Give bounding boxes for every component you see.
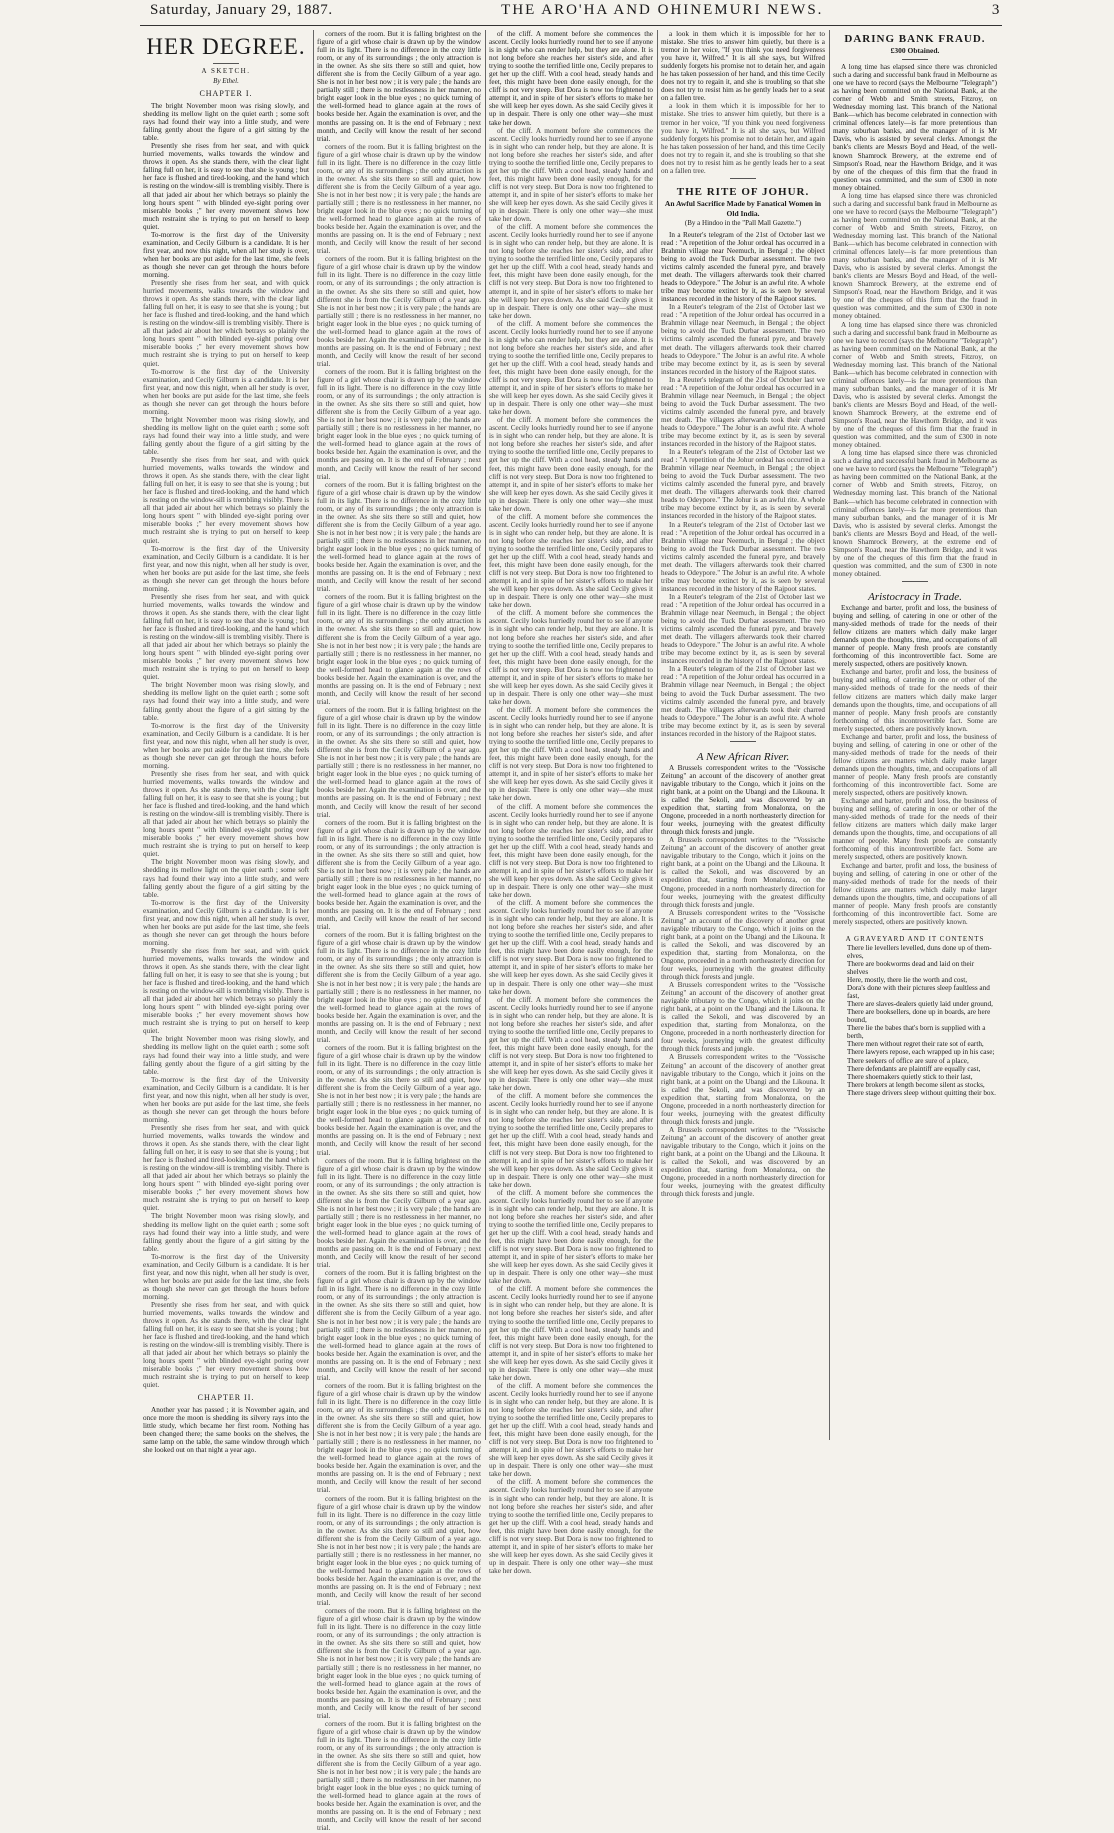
article-paragraph: In a Reuter's telegram of the 21st of October last we read : "A repetition of the Johur ordeal has occurred in a Brahmin village near Neemuch, in Bengal ; the object being to avoid the Tuck Durbar assessment. The two victims calmly ascended the funeral pyre, and bravely met death. The villagers afterwards took their charred heads to Odeypore." The Johur is an awful rite. A whole tribe may become extinct by it, as is seen by several instances recorded in the history of the Rajpoot states. <box>661 520 825 593</box>
column-3 <box>489 30 653 1575</box>
masthead <box>150 2 1000 24</box>
story-paragraph: corners of the room. But it is falling brightest on the figure of a girl whose chair is drawn up by the window full in its light. There is no difference in the cozy little room, or any of its surroundings ; the only attraction is in the owner. As she sits there so still and quiet, how different she is from the Cecily Gilburn of a year ago. She is not in her best now ; it is very pale ; the hands are partially still ; there is no restlessness in her manner, no bright eager look in the blue eyes ; no quick turning of the well-formed head to glance again at the rows of books beside her. Again the examination is over, and the months are passing on. It is the end of February ; next month, and Cecily will know the result of her second trial. <box>317 30 481 143</box>
article-paragraph: In a Reuter's telegram of the 21st of October last we read : "A repetition of the Johur ordeal has occurred in a Brahmin village near Neemuch, in Bengal ; the object being to avoid the Tuck Durbar assessment. The two victims calmly ascended the funeral pyre, and bravely met death. The villagers afterwards took their charred heads to Odeypore." The Johur is an awful rite. A whole tribe may become extinct by it, as is seen by several instances recorded in the history of the Rajpoot states. <box>661 592 825 666</box>
article-subtitle-johur: An Awful Sacrifice Made by Fanatical Women in Old India. <box>664 198 822 218</box>
article-paragraph: Exchange and barter, profit and loss, the business of buying and selling, of catering in one or other of the many-sided methods of trade for the needs of their fellow citizens are matters which daily make larger demands upon the thoughts, time, and occupations of all manner of people. Many fresh proofs are constantly forthcoming of this incontrovertible fact. Some are merely suspected, others are positively known. <box>833 861 997 926</box>
story-paragraph: corners of the room. But it is falling brightest on the figure of a girl whose chair is drawn up by the window full in its light. There is no difference in the cozy little room, or any of its surroundings ; the only attraction is in the owner. As she sits there so still and quiet, how different she is from the Cecily Gilburn of a year ago. She is not in her best now ; it is very pale ; the hands are partially still ; there is no restlessness in her manner, no bright eager look in the blue eyes ; no quick turning of the well-formed head to glance again at the rows of books beside her. Again the examination is over, and the months are passing on. It is the end of February ; next month, and Cecily will know the result of her second trial. <box>317 1269 481 1382</box>
story-paragraph: of the cliff. A moment before she commences the ascent. Cecily looks hurriedly round her to see if anyone is in sight who can render help, but they are alone. It is not long before she reaches her sister's side, and after trying to soothe the terrified little one, Cecily prepares to get her up the cliff. With a cool head, steady hands and feet, this might have been done easily enough, for the cliff is not very steep. But Dora is now too frightened to attempt it, and in spite of her sister's efforts to make her she will keep her eyes down. As she said Cecily gives it up in despair. There is only one other way—she must take her down. <box>489 802 653 900</box>
article-paragraph: In a Reuter's telegram of the 21st of October last we read : "A repetition of the Johur ordeal has occurred in a Brahmin village near Neemuch, in Bengal ; the object being to avoid the Tuck Durbar assessment. The two victims calmly ascended the funeral pyre, and bravely met death. The villagers afterwards took their charred heads to Odeypore." The Johur is an awful rite. A whole tribe may become extinct by it, as is seen by several instances recorded in the history of the Rajpoot states. <box>661 375 825 449</box>
story-paragraph: of the cliff. A moment before she commences the ascent. Cecily looks hurriedly round her to see if anyone is in sight who can render help, but they are alone. It is not long before she reaches her sister's side, and after trying to soothe the terrified little one, Cecily prepares to get her up the cliff. With a cool head, steady hands and feet, this might have been done easily enough, for the cliff is not very steep. But Dora is now too frightened to attempt it, and in spite of her sister's efforts to make her she will keep her eyes down. As she said Cecily gives it up in despair. There is only one other way—she must take her down. <box>489 416 653 513</box>
article-title-bank-fraud: DARING BANK FRAUD. <box>844 33 986 45</box>
column-divider <box>485 30 486 1440</box>
poem-line: Dora's done with their pictures sleep faultless and fast, <box>847 984 990 1001</box>
story-paragraph: corners of the room. But it is falling brightest on the figure of a girl whose chair is drawn up by the window full in its light. There is no difference in the cozy little room, or any of its surroundings ; the only attraction is in the owner. As she sits there so still and quiet, how different she is from the Cecily Gilburn of a year ago. She is not in her best now ; it is very pale ; the hands are partially still ; there is no restlessness in her manner, no bright eager look in the blue eyes ; no quick turning of the well-formed head to glance again at the rows of books beside her. Again the examination is over, and the months are passing on. It is the end of February ; next month, and Cecily will know the result of her second trial. <box>317 818 481 932</box>
poem-line: There shoemakers quietly stick to their last, <box>847 1072 973 1081</box>
article-attribution-johur: (By a Hindoo in the "Pall Mall Gazette.") <box>684 218 802 227</box>
story-paragraph: Presently she rises from her seat, and with quick hurried movements, walks towards the window and throws it open. As she stands there, with the clear light falling full on her, it is easy to see that she is young ; but her face is flushed and tired-looking, and the hand which is resting on the window-sill is trembling visibly. There is all that jaded air about her which betrays so plainly the long hours spent " with blinded eye-sight poring over miserable books ;" her every movement shows how much restraint she is trying to put on herself to keep quiet. <box>143 946 309 1036</box>
story-paragraph: corners of the room. But it is falling brightest on the figure of a girl whose chair is drawn up by the window full in its light. There is no difference in the cozy little room, or any of its surroundings ; the only attraction is in the owner. As she sits there so still and quiet, how different she is from the Cecily Gilburn of a year ago. She is not in her best now ; it is very pale ; the hands are partially still ; there is no restlessness in her manner, no bright eager look in the blue eyes ; no quick turning of the well-formed head to glance again at the rows of books beside her. Again the examination is over, and the months are passing on. It is the end of February ; next month, and Cecily will know the result of her second trial. <box>317 1043 481 1157</box>
column-2 <box>317 30 481 1833</box>
story-paragraph: of the cliff. A moment before she commences the ascent. Cecily looks hurriedly round her to see if anyone is in sight who can render help, but they are alone. It is not long before she reaches her sister's side, and after trying to soothe the terrified little one, Cecily prepares to get her up the cliff. With a cool head, steady hands and feet, this might have been done easily enough, for the cliff is not very steep. But Dora is now too frightened to attempt it, and in spite of her sister's efforts to make her she will keep her eyes down. As she said Cecily gives it up in despair. There is only one other way—she must take her down. <box>489 995 653 1093</box>
article-paragraph: A Brussels correspondent writes to the "Vossische Zeitung" an account of the discovery of another great navigable tributary to the Congo, which it joins on the right bank, at a point on the Ubangi and the Likouna. It is called the Sekoli, and was discovered by an expedition that, starting from Monalonza, on the Ongone, proceeded in a north northeasterly direction for four weeks, journeying with the greatest difficulty through thick forests and jungle. <box>661 908 825 982</box>
poem-line: There are slaves-dealers quietly laid under ground, <box>847 1000 993 1009</box>
article-separator <box>902 59 928 60</box>
article-paragraph: Exchange and barter, profit and loss, the business of buying and selling, of catering in one or other of the many-sided methods of trade for the needs of their fellow citizens are matters which daily make larger demands upon the thoughts, time, and occupations of all manner of people. Many fresh proofs are constantly forthcoming of this incontrovertible fact. Some are merely suspected, others are positively known. <box>833 732 997 798</box>
poem-line: There brokers at length become silent as stocks, <box>847 1080 985 1089</box>
story-paragraph: corners of the room. But it is falling brightest on the figure of a girl whose chair is drawn up by the window full in its light. There is no difference in the cozy little room, or any of its surroundings ; the only attraction is in the owner. As she sits there so still and quiet, how different she is from the Cecily Gilburn of a year ago. She is not in her best now ; it is very pale ; the hands are partially still ; there is no restlessness in her manner, no bright eager look in the blue eyes ; no quick turning of the well-formed head to glance again at the rows of books beside her. Again the examination is over, and the months are passing on. It is the end of February ; next month, and Cecily will know the result of her second trial. <box>317 142 481 256</box>
column-divider <box>829 30 830 1440</box>
story-paragraph: of the cliff. A moment before she commences the ascent. Cecily looks hurriedly round her to see if anyone is in sight who can render help, but they are alone. It is not long before she reaches her sister's side, and after trying to soothe the terrified little one, Cecily prepares to get her up the cliff. With a cool head, steady hands and feet, this might have been done easily enough, for the cliff is not very steep. But Dora is now too frightened to attempt it, and in spite of her sister's efforts to make her she will keep her eyes down. As she said Cecily gives it up in despair. There is only one other way—she must take her down. <box>489 1381 653 1479</box>
poem-title: A GRAVEYARD AND IT CONTENTS <box>845 934 985 943</box>
chapter-heading: CHAPTER I. <box>199 89 253 98</box>
article-subtitle-bank-fraud: £300 Obtained. <box>890 46 940 55</box>
story-paragraph: Another year has passed ; it is November again, and once more the moon is shedding its silvery rays into the little study, which became her first room. Nothing has been changed there; the same books on the shelves, the same lamp on the table, the same window through which she looked out on that night a year ago. <box>143 1405 309 1454</box>
article-paragraph: Exchange and barter, profit and loss, the business of buying and selling, of catering in one or other of the many-sided methods of trade for the needs of their fellow citizens are matters which daily make larger demands upon the thoughts, time, and occupations of all manner of people. Many fresh proofs are constantly forthcoming of this incontrovertible fact. Some are merely suspected, others are positively known. <box>833 604 997 669</box>
story-paragraph: corners of the room. But it is falling brightest on the figure of a girl whose chair is drawn up by the window full in its light. There is no difference in the cozy little room, or any of its surroundings ; the only attraction is in the owner. As she sits there so still and quiet, how different she is from the Cecily Gilburn of a year ago. She is not in her best now ; it is very pale ; the hands are partially still ; there is no restlessness in her manner, no bright eager look in the blue eyes ; no quick turning of the well-formed head to glance again at the rows of books beside her. Again the examination is over, and the months are passing on. It is the end of February ; next month, and Cecily will know the result of her second trial. <box>317 1381 481 1495</box>
story-paragraph: To-morrow is the first day of the University examination, and Cecily Gilburn is a candidate. It is her first year, and now this night, when all her study is over, when her books are put aside for the last time, she feels as though she never can get through the hours before morning. <box>143 1252 309 1301</box>
title-rule <box>213 63 239 64</box>
story-paragraph: The bright November moon was rising slowly, and shedding its mellow light on the quiet earth ; some soft rays had found their way into a little study, and were falling gently about the figure of a girl sitting by the table. <box>143 858 309 899</box>
article-paragraph: A Brussels correspondent writes to the "Vossische Zeitung" an account of the discovery of another great navigable tributary to the Congo, which it joins on the right bank, at a point on the Ubangi and the Likouna. It is called the Sekoli, and was discovered by an expedition that, starting from Monalonza, on the Ongone, proceeded in a north northeasterly direction for four weeks, journeying with the greatest difficulty through thick forests and jungle. <box>661 1125 825 1199</box>
story-paragraph: of the cliff. A moment before she commences the ascent. Cecily looks hurriedly round her to see if anyone is in sight who can render help, but they are alone. It is not long before she reaches her sister's side, and after trying to soothe the terrified little one, Cecily prepares to get her up the cliff. With a cool head, steady hands and feet, this might have been done easily enough, for the cliff is not very steep. But Dora is now too frightened to attempt it, and in spite of her sister's efforts to make her she will keep her eyes down. As she said Cecily gives it up in despair. There is only one other way—she must take her down. <box>489 1188 653 1286</box>
masthead-rule <box>140 25 1002 26</box>
story-paragraph: corners of the room. But it is falling brightest on the figure of a girl whose chair is drawn up by the window full in its light. There is no difference in the cozy little room, or any of its surroundings ; the only attraction is in the owner. As she sits there so still and quiet, how different she is from the Cecily Gilburn of a year ago. She is not in her best now ; it is very pale ; the hands are partially still ; there is no restlessness in her manner, no bright eager look in the blue eyes ; no quick turning of the well-formed head to glance again at the rows of books beside her. Again the examination is over, and the months are passing on. It is the end of February ; next month, and Cecily will know the result of her second trial. <box>317 367 481 481</box>
article-paragraph: A Brussels correspondent writes to the "Vossische Zeitung" an account of the discovery of another great navigable tributary to the Congo, which it joins on the right bank, at a point on the Ubangi and the Likouna. It is called the Sekoli, and was discovered by an expedition that, starting from Monalonza, on the Ongone, proceeded in a north northeasterly direction for four weeks, journeying with the greatest difficulty through thick forests and jungle. <box>661 981 825 1054</box>
article-title-johur: THE RITE OF JOHUR. <box>676 185 810 198</box>
article-paragraph: A Brussels correspondent writes to the "Vossische Zeitung" an account of the discovery of another great navigable tributary to the Congo, which it joins on the right bank, at a point on the Ubangi and the Likouna. It is called the Sekoli, and was discovered by an expedition that, starting from Monalonza, on the Ongone, proceeded in a north northeasterly direction for four weeks, journeying with the greatest difficulty through thick forests and jungle. <box>661 836 825 909</box>
story-title: HER DEGREE. <box>146 34 306 59</box>
story-paragraph: corners of the room. But it is falling brightest on the figure of a girl whose chair is drawn up by the window full in its light. There is no difference in the cozy little room, or any of its surroundings ; the only attraction is in the owner. As she sits there so still and quiet, how different she is from the Cecily Gilburn of a year ago. She is not in her best now ; it is very pale ; the hands are partially still ; there is no restlessness in her manner, no bright eager look in the blue eyes ; no quick turning of the well-formed head to glance again at the rows of books beside her. Again the examination is over, and the months are passing on. It is the end of February ; next month, and Cecily will know the result of her second trial. <box>317 593 481 706</box>
story-paragraph: of the cliff. A moment before she commences the ascent. Cecily looks hurriedly round her to see if anyone is in sight who can render help, but they are alone. It is not long before she reaches her sister's side, and after trying to soothe the terrified little one, Cecily prepares to get her up the cliff. With a cool head, steady hands and feet, this might have been done easily enough, for the cliff is not very steep. But Dora is now too frightened to attempt it, and in spite of her sister's efforts to make her she will keep her eyes down. As she said Cecily gives it up in despair. There is only one other way—she must take her down. <box>489 30 653 127</box>
column-1 <box>143 30 309 1454</box>
story-paragraph: of the cliff. A moment before she commences the ascent. Cecily looks hurriedly round her to see if anyone is in sight who can render help, but they are alone. It is not long before she reaches her sister's side, and after trying to soothe the terrified little one, Cecily prepares to get her up the cliff. With a cool head, steady hands and feet, this might have been done easily enough, for the cliff is not very steep. But Dora is now too frightened to attempt it, and in spite of her sister's efforts to make her she will keep her eyes down. As she said Cecily gives it up in despair. There is only one other way—she must take her down. <box>489 512 653 610</box>
story-paragraph: Presently she rises from her seat, and with quick hurried movements, walks towards the window and throws it open. As she stands there, with the clear light falling full on her, it is easy to see that she is young ; but her face is flushed and tired-looking, and the hand which is resting on the window-sill is trembling visibly. There is all that jaded air about her which betrays so plainly the long hours spent " with blinded eye-sight poring over miserable books ;" her every movement shows how much restraint she is trying to put on herself to keep quiet. <box>143 1300 309 1390</box>
story-paragraph: To-morrow is the first day of the University examination, and Cecily Gilburn is a candidate. It is her first year, and now this night, when all her study is over, when her books are put aside for the last time, she feels as though she never can get through the hours before morning. <box>143 230 309 279</box>
column-divider <box>313 30 314 1440</box>
poem-line: There stage drivers sleep without quitting their box. <box>847 1088 996 1097</box>
story-paragraph: corners of the room. But it is falling brightest on the figure of a girl whose chair is drawn up by the window full in its light. There is no difference in the cozy little room, or any of its surroundings ; the only attraction is in the owner. As she sits there so still and quiet, how different she is from the Cecily Gilburn of a year ago. She is not in her best now ; it is very pale ; the hands are partially still ; there is no restlessness in her manner, no bright eager look in the blue eyes ; no quick turning of the well-formed head to glance again at the rows of books beside her. Again the examination is over, and the months are passing on. It is the end of February ; next month, and Cecily will know the result of her second trial. <box>317 480 481 594</box>
article-paragraph: Exchange and barter, profit and loss, the business of buying and selling, of catering in one or other of the many-sided methods of trade for the needs of their fellow citizens are matters which daily make larger demands upon the thoughts, time, and occupations of all manner of people. Many fresh proofs are constantly forthcoming of this incontrovertible fact. Some are merely suspected, others are positively known. <box>833 668 997 733</box>
story-paragraph: of the cliff. A moment before she commences the ascent. Cecily looks hurriedly round her to see if anyone is in sight who can render help, but they are alone. It is not long before she reaches her sister's side, and after trying to soothe the terrified little one, Cecily prepares to get her up the cliff. With a cool head, steady hands and feet, this might have been done easily enough, for the cliff is not very steep. But Dora is now too frightened to attempt it, and in spite of her sister's efforts to make her she will keep her eyes down. As she said Cecily gives it up in despair. There is only one other way—she must take her down. <box>489 899 653 996</box>
article-paragraph: In a Reuter's telegram of the 21st of October last we read : "A repetition of the Johur ordeal has occurred in a Brahmin village near Neemuch, in Bengal ; the object being to avoid the Tuck Durbar assessment. The two victims calmly ascended the funeral pyre, and bravely met death. The villagers afterwards took their charred heads to Odeypore." The Johur is an awful rite. A whole tribe may become extinct by it, as is seen by several instances recorded in the history of the Rajpoot states. <box>661 303 825 376</box>
story-subtitle: A SKETCH. <box>201 67 251 75</box>
story-paragraph: corners of the room. But it is falling brightest on the figure of a girl whose chair is drawn up by the window full in its light. There is no difference in the cozy little room, or any of its surroundings ; the only attraction is in the owner. As she sits there so still and quiet, how different she is from the Cecily Gilburn of a year ago. She is not in her best now ; it is very pale ; the hands are partially still ; there is no restlessness in her manner, no bright eager look in the blue eyes ; no quick turning of the well-formed head to glance again at the rows of books beside her. Again the examination is over, and the months are passing on. It is the end of February ; next month, and Cecily will know the result of her second trial. <box>317 255 481 368</box>
story-paragraph: corners of the room. But it is falling brightest on the figure of a girl whose chair is drawn up by the window full in its light. There is no difference in the cozy little room, or any of its surroundings ; the only attraction is in the owner. As she sits there so still and quiet, how different she is from the Cecily Gilburn of a year ago. She is not in her best now ; it is very pale ; the hands are partially still ; there is no restlessness in her manner, no bright eager look in the blue eyes ; no quick turning of the well-formed head to glance again at the rows of books beside her. Again the examination is over, and the months are passing on. It is the end of February ; next month, and Cecily will know the result of her second trial. <box>317 1494 481 1608</box>
poem-line: There men without regret their rate sot of earth, <box>847 1040 984 1049</box>
article-paragraph: A long time has elapsed since there was chronicled such a daring and successful bank fraud in Melbourne as one we have to record (says the Melbourne "Telegraph") as having been committed on the National Bank, at the corner of Webb and Smith streets, Fitzroy, on Wednesday morning last. This branch of the National Bank—which has become celebrated in connection with criminal offences lately—is far more pretentious than many suburban banks, and the manager of it is Mr Davis, who is assisted by several clerks. Amongst the bank's clients are Messrs Boyd and Head, of the well-known Shamrock Brewery, at the extreme end of Simpson's Road, near the Hawthorn Bridge, and it was by one of the cheques of this firm that the fraud in question was committed, and the sum of £300 in note money obtained. <box>833 63 997 192</box>
story-paragraph: The bright November moon was rising slowly, and shedding its mellow light on the quiet earth ; some soft rays had found their way into a little study, and were falling gently about the figure of a girl sitting by the table. <box>143 681 309 722</box>
story-paragraph: Presently she rises from her seat, and with quick hurried movements, walks towards the window and throws it open. As she stands there, with the clear light falling full on her, it is easy to see that she is young ; but her face is flushed and tired-looking, and the hand which is resting on the window-sill is trembling visibly. There is all that jaded air about her which betrays so plainly the long hours spent " with blinded eye-sight poring over miserable books ;" her every movement shows how much restraint she is trying to put on herself to keep quiet. <box>143 142 309 231</box>
chapter-heading: CHAPTER II. <box>197 1392 255 1402</box>
story-paragraph: Presently she rises from her seat, and with quick hurried movements, walks towards the window and throws it open. As she stands there, with the clear light falling full on her, it is easy to see that she is young ; but her face is flushed and tired-looking, and the hand which is resting on the window-sill is trembling visibly. There is all that jaded air about her which betrays so plainly the long hours spent " with blinded eye-sight poring over miserable books ;" her every movement shows how much restraint she is trying to put on herself to keep quiet. <box>143 592 309 682</box>
story-paragraph: corners of the room. But it is falling brightest on the figure of a girl whose chair is drawn up by the window full in its light. There is no difference in the cozy little room, or any of its surroundings ; the only attraction is in the owner. As she sits there so still and quiet, how different she is from the Cecily Gilburn of a year ago. She is not in her best now ; it is very pale ; the hands are partially still ; there is no restlessness in her manner, no bright eager look in the blue eyes ; no quick turning of the well-formed head to glance again at the rows of books beside her. Again the examination is over, and the months are passing on. It is the end of February ; next month, and Cecily will know the result of her second trial. <box>317 1719 481 1833</box>
article-separator <box>730 178 756 179</box>
column-divider <box>657 30 658 1440</box>
story-paragraph: a look in them which it is impossible for her to mistake. She tries to answer him quietly, but there is a tremor in her voice, "If you think you need forgiveness you have it, Wilfred." It is all she says, but Wilfred suddenly forgets his promise not to detain her, and again he has taken possession of her hand, and this time Cecily does not try to regain it, and she is troubling so that she does not try to resist him as he gently leads her to a seat on a fallen tree. <box>661 102 825 175</box>
story-paragraph: of the cliff. A moment before she commences the ascent. Cecily looks hurriedly round her to see if anyone is in sight who can render help, but they are alone. It is not long before she reaches her sister's side, and after trying to soothe the terrified little one, Cecily prepares to get her up the cliff. With a cool head, steady hands and feet, this might have been done easily enough, for the cliff is not very steep. But Dora is now too frightened to attempt it, and in spite of her sister's efforts to make her she will keep her eyes down. As she said Cecily gives it up in despair. There is only one other way—she must take her down. <box>489 1092 653 1189</box>
story-paragraph: of the cliff. A moment before she commences the ascent. Cecily looks hurriedly round her to see if anyone is in sight who can render help, but they are alone. It is not long before she reaches her sister's side, and after trying to soothe the terrified little one, Cecily prepares to get her up the cliff. With a cool head, steady hands and feet, this might have been done easily enough, for the cliff is not very steep. But Dora is now too frightened to attempt it, and in spite of her sister's efforts to make her she will keep her eyes down. As she said Cecily gives it up in despair. There is only one other way—she must take her down. <box>489 223 653 320</box>
story-paragraph: of the cliff. A moment before she commences the ascent. Cecily looks hurriedly round her to see if anyone is in sight who can render help, but they are alone. It is not long before she reaches her sister's side, and after trying to soothe the terrified little one, Cecily prepares to get her up the cliff. With a cool head, steady hands and feet, this might have been done easily enough, for the cliff is not very steep. But Dora is now too frightened to attempt it, and in spite of her sister's efforts to make her she will keep her eyes down. As she said Cecily gives it up in despair. There is only one other way—she must take her down. <box>489 609 653 706</box>
masthead-title: THE ARO'HA AND OHINEMURI NEWS. <box>501 2 824 18</box>
article-paragraph: In a Reuter's telegram of the 21st of October last we read : "A repetition of the Johur ordeal has occurred in a Brahmin village near Neemuch, in Bengal ; the object being to avoid the Tuck Durbar assessment. The two victims calmly ascended the funeral pyre, and bravely met death. The villagers afterwards took their charred heads to Odeypore." The Johur is an awful rite. A whole tribe may become extinct by it, as is seen by several instances recorded in the history of the Rajpoot states. <box>661 665 825 738</box>
poem-line: There lie the babes that's born is supplied with a berth, <box>847 1024 986 1041</box>
story-paragraph: of the cliff. A moment before she commences the ascent. Cecily looks hurriedly round her to see if anyone is in sight who can render help, but they are alone. It is not long before she reaches her sister's side, and after trying to soothe the terrified little one, Cecily prepares to get her up the cliff. With a cool head, steady hands and feet, this might have been done easily enough, for the cliff is not very steep. But Dora is now too frightened to attempt it, and in spite of her sister's efforts to make her she will keep her eyes down. As she said Cecily gives it up in despair. There is only one other way—she must take her down. <box>489 705 653 803</box>
story-paragraph: of the cliff. A moment before she commences the ascent. Cecily looks hurriedly round her to see if anyone is in sight who can render help, but they are alone. It is not long before she reaches her sister's side, and after trying to soothe the terrified little one, Cecily prepares to get her up the cliff. With a cool head, steady hands and feet, this might have been done easily enough, for the cliff is not very steep. But Dora is now too frightened to attempt it, and in spite of her sister's efforts to make her she will keep her eyes down. As she said Cecily gives it up in despair. There is only one other way—she must take her down. <box>489 126 653 224</box>
story-paragraph: The bright November moon was rising slowly, and shedding its mellow light on the quiet earth ; some soft rays had found their way into a little study, and were falling gently about the figure of a girl sitting by the table. <box>143 415 309 457</box>
poem-line: Here, mostly, there lie the worth and cost, <box>847 976 968 985</box>
page-number: 3 <box>991 2 1000 18</box>
poem-body <box>833 944 997 1097</box>
story-paragraph: of the cliff. A moment before she commences the ascent. Cecily looks hurriedly round her to see if anyone is in sight who can render help, but they are alone. It is not long before she reaches her sister's side, and after trying to soothe the terrified little one, Cecily prepares to get her up the cliff. With a cool head, steady hands and feet, this might have been done easily enough, for the cliff is not very steep. But Dora is now too frightened to attempt it, and in spite of her sister's efforts to make her she will keep her eyes down. As she said Cecily gives it up in despair. There is only one other way—she must take her down. <box>489 319 653 417</box>
poem-line: There lawyers repose, each wrapped up in his case; <box>847 1048 995 1057</box>
article-paragraph: A Brussels correspondent writes to the "Vossische Zeitung" an account of the discovery of another great navigable tributary to the Congo, which it joins on the right bank, at a point on the Ubangi and the Likouna. It is called the Sekoli, and was discovered by an expedition that, starting from Monalonza, on the Ongone, proceeded in a north northeasterly direction for four weeks, journeying with the greatest difficulty through thick forests and jungle. <box>661 763 825 837</box>
story-paragraph: corners of the room. But it is falling brightest on the figure of a girl whose chair is drawn up by the window full in its light. There is no difference in the cozy little room, or any of its surroundings ; the only attraction is in the owner. As she sits there so still and quiet, how different she is from the Cecily Gilburn of a year ago. She is not in her best now ; it is very pale ; the hands are partially still ; there is no restlessness in her manner, no bright eager look in the blue eyes ; no quick turning of the well-formed head to glance again at the rows of books beside her. Again the examination is over, and the months are passing on. It is the end of February ; next month, and Cecily will know the result of her second trial. <box>317 705 481 819</box>
masthead-date: Saturday, January 29, 1887. <box>150 2 333 18</box>
story-paragraph: Presently she rises from her seat, and with quick hurried movements, walks towards the window and throws it open. As she stands there, with the clear light falling full on her, it is easy to see that she is young ; but her face is flushed and tired-looking, and the hand which is resting on the window-sill is trembling visibly. There is all that jaded air about her which betrays so plainly the long hours spent " with blinded eye-sight poring over miserable books ;" her every movement shows how much restraint she is trying to put on herself to keep quiet. <box>143 1123 309 1213</box>
story-paragraph: To-morrow is the first day of the University examination, and Cecily Gilburn is a candidate. It is her first year, and now this night, when all her study is over, when her books are put aside for the last time, she feels as though she never can get through the hours before morning. <box>143 721 309 770</box>
story-paragraph: of the cliff. A moment before she commences the ascent. Cecily looks hurriedly round her to see if anyone is in sight who can render help, but they are alone. It is not long before she reaches her sister's side, and after trying to soothe the terrified little one, Cecily prepares to get her up the cliff. With a cool head, steady hands and feet, this might have been done easily enough, for the cliff is not very steep. But Dora is now too frightened to attempt it, and in spite of her sister's efforts to make her she will keep her eyes down. As she said Cecily gives it up in despair. There is only one other way—she must take her down. <box>489 1478 653 1575</box>
story-paragraph: The bright November moon was rising slowly, and shedding its mellow light on the quiet earth ; some soft rays had found their way into a little study, and were falling gently about the figure of a girl sitting by the table. <box>143 102 309 143</box>
article-paragraph: A long time has elapsed since there was chronicled such a daring and successful bank fraud in Melbourne as one we have to record (says the Melbourne "Telegraph") as having been committed on the National Bank, at the corner of Webb and Smith streets, Fitzroy, on Wednesday morning last. This branch of the National Bank—which has become celebrated in connection with criminal offences lately—is far more pretentious than many suburban banks, and the manager of it is Mr Davis, who is assisted by several clerks. Amongst the bank's clients are Messrs Boyd and Head, of the well-known Shamrock Brewery, at the extreme end of Simpson's Road, near the Hawthorn Bridge, and it was by one of the cheques of this firm that the fraud in question was committed, and the sum of £300 in note money obtained. <box>833 449 997 578</box>
article-title-aristocracy-trade: Aristocracy in Trade. <box>868 591 962 603</box>
article-paragraph: A Brussels correspondent writes to the "Vossische Zeitung" an account of the discovery of another great navigable tributary to the Congo, which it joins on the right bank, at a point on the Ubangi and the Likouna. It is called the Sekoli, and was discovered by an expedition that, starting from Monalonza, on the Ongone, proceeded in a north northeasterly direction for four weeks, journeying with the greatest difficulty through thick forests and jungle. <box>661 1053 825 1126</box>
story-paragraph: Presently she rises from her seat, and with quick hurried movements, walks towards the window and throws it open. As she stands there, with the clear light falling full on her, it is easy to see that she is young ; but her face is flushed and tired-looking, and the hand which is resting on the window-sill is trembling visibly. There is all that jaded air about her which betrays so plainly the long hours spent " with blinded eye-sight poring over miserable books ;" her every movement shows how much restraint she is trying to put on herself to keep quiet. <box>143 279 309 368</box>
article-title-african-river: A New African River. <box>696 750 790 763</box>
story-paragraph: To-morrow is the first day of the University examination, and Cecily Gilburn is a candidate. It is her first year, and now this night, when all her study is over, when her books are put aside for the last time, she feels as though she never can get through the hours before morning. <box>143 544 309 593</box>
story-paragraph: The bright November moon was rising slowly, and shedding its mellow light on the quiet earth ; some soft rays had found their way into a little study, and were falling gently about the figure of a girl sitting by the table. <box>143 1212 309 1253</box>
story-paragraph: Presently she rises from her seat, and with quick hurried movements, walks towards the window and throws it open. As she stands there, with the clear light falling full on her, it is easy to see that she is young ; but her face is flushed and tired-looking, and the hand which is resting on the window-sill is trembling visibly. There is all that jaded air about her which betrays so plainly the long hours spent " with blinded eye-sight poring over miserable books ;" her every movement shows how much restraint she is trying to put on herself to keep quiet. <box>143 456 309 545</box>
article-paragraph: A long time has elapsed since there was chronicled such a daring and successful bank fraud in Melbourne as one we have to record (says the Melbourne "Telegraph") as having been committed on the National Bank, at the corner of Webb and Smith streets, Fitzroy, on Wednesday morning last. This branch of the National Bank—which has become celebrated in connection with criminal offences lately—is far more pretentious than many suburban banks, and the manager of it is Mr Davis, who is assisted by several clerks. Amongst the bank's clients are Messrs Boyd and Head, of the well-known Shamrock Brewery, at the extreme end of Simpson's Road, near the Hawthorn Bridge, and it was by one of the cheques of this firm that the fraud in question was committed, and the sum of £300 in note money obtained. <box>833 191 997 321</box>
poem-line: There are booksellers, done up in boards, are here bound, <box>847 1008 991 1025</box>
column-5 <box>833 30 997 1448</box>
story-paragraph: corners of the room. But it is falling brightest on the figure of a girl whose chair is drawn up by the window full in its light. There is no difference in the cozy little room, or any of its surroundings ; the only attraction is in the owner. As she sits there so still and quiet, how different she is from the Cecily Gilburn of a year ago. She is not in her best now ; it is very pale ; the hands are partially still ; there is no restlessness in her manner, no bright eager look in the blue eyes ; no quick turning of the well-formed head to glance again at the rows of books beside her. Again the examination is over, and the months are passing on. It is the end of February ; next month, and Cecily will know the result of her second trial. <box>317 931 481 1044</box>
article-paragraph: Exchange and barter, profit and loss, the business of buying and selling, of catering in one or other of the many-sided methods of trade for the needs of their fellow citizens are matters which daily make larger demands upon the thoughts, time, and occupations of all manner of people. Many fresh proofs are constantly forthcoming of this incontrovertible fact. Some are merely suspected, others are positively known. <box>833 797 997 862</box>
column-4 <box>661 30 825 1448</box>
poem-line: There lie levellers levelled, duns done up of them-elves, <box>847 943 992 960</box>
poem-line: There seekers of office are sure of a place, <box>847 1056 969 1065</box>
poem-line: There are bookworms dead and laid on their shelves <box>847 959 975 977</box>
poem-line: There defendants are plaintiff are equally cast, <box>847 1064 981 1073</box>
story-paragraph: a look in them which it is impossible for her to mistake. She tries to answer him quietly, but there is a tremor in her voice, "If you think you need forgiveness you have it, Wilfred." It is all she says, but Wilfred suddenly forgets his promise not to detain her, and again he has taken possession of her hand, and this time Cecily does not try to regain it, and she is troubling so that she does not try to resist him as he gently leads her to a seat on a fallen tree. <box>661 30 825 103</box>
article-paragraph: In a Reuter's telegram of the 21st of October last we read : "A repetition of the Johur ordeal has occurred in a Brahmin village near Neemuch, in Bengal ; the object being to avoid the Tuck Durbar assessment. The two victims calmly ascended the funeral pyre, and bravely met death. The villagers afterwards took their charred heads to Odeypore." The Johur is an awful rite. A whole tribe may become extinct by it, as is seen by several instances recorded in the history of the Rajpoot states. <box>661 448 825 521</box>
story-paragraph: The bright November moon was rising slowly, and shedding its mellow light on the quiet earth ; some soft rays had found their way into a little study, and were falling gently about the figure of a girl sitting by the table. <box>143 1035 309 1076</box>
story-paragraph: of the cliff. A moment before she commences the ascent. Cecily looks hurriedly round her to see if anyone is in sight who can render help, but they are alone. It is not long before she reaches her sister's side, and after trying to soothe the terrified little one, Cecily prepares to get her up the cliff. With a cool head, steady hands and feet, this might have been done easily enough, for the cliff is not very steep. But Dora is now too frightened to attempt it, and in spite of her sister's efforts to make her she will keep her eyes down. As she said Cecily gives it up in despair. There is only one other way—she must take her down. <box>489 1285 653 1382</box>
article-separator <box>902 929 928 930</box>
story-paragraph: To-morrow is the first day of the University examination, and Cecily Gilburn is a candidate. It is her first year, and now this night, when all her study is over, when her books are put aside for the last time, she feels as though she never can get through the hours before morning. <box>143 1075 309 1124</box>
story-paragraph: corners of the room. But it is falling brightest on the figure of a girl whose chair is drawn up by the window full in its light. There is no difference in the cozy little room, or any of its surroundings ; the only attraction is in the owner. As she sits there so still and quiet, how different she is from the Cecily Gilburn of a year ago. She is not in her best now ; it is very pale ; the hands are partially still ; there is no restlessness in her manner, no bright eager look in the blue eyes ; no quick turning of the well-formed head to glance again at the rows of books beside her. Again the examination is over, and the months are passing on. It is the end of February ; next month, and Cecily will know the result of her second trial. <box>317 1607 481 1720</box>
story-byline: By Ethel. <box>213 77 239 85</box>
article-separator <box>730 741 756 742</box>
story-paragraph: To-morrow is the first day of the University examination, and Cecily Gilburn is a candidate. It is her first year, and now this night, when all her study is over, when her books are put aside for the last time, she feels as though she never can get through the hours before morning. <box>143 367 309 416</box>
story-paragraph: Presently she rises from her seat, and with quick hurried movements, walks towards the window and throws it open. As she stands there, with the clear light falling full on her, it is easy to see that she is young ; but her face is flushed and tired-looking, and the hand which is resting on the window-sill is trembling visibly. There is all that jaded air about her which betrays so plainly the long hours spent " with blinded eye-sight poring over miserable books ;" her every movement shows how much restraint she is trying to put on herself to keep quiet. <box>143 769 309 859</box>
article-separator <box>902 581 928 582</box>
article-paragraph: A long time has elapsed since there was chronicled such a daring and successful bank fraud in Melbourne as one we have to record (says the Melbourne "Telegraph") as having been committed on the National Bank, at the corner of Webb and Smith streets, Fitzroy, on Wednesday morning last. This branch of the National Bank—which has become celebrated in connection with criminal offences lately—is far more pretentious than many suburban banks, and the manager of it is Mr Davis, who is assisted by several clerks. Amongst the bank's clients are Messrs Boyd and Head, of the well-known Shamrock Brewery, at the extreme end of Simpson's Road, near the Hawthorn Bridge, and it was by one of the cheques of this firm that the fraud in question was committed, and the sum of £300 in note money obtained. <box>833 320 997 450</box>
story-paragraph: corners of the room. But it is falling brightest on the figure of a girl whose chair is drawn up by the window full in its light. There is no difference in the cozy little room, or any of its surroundings ; the only attraction is in the owner. As she sits there so still and quiet, how different she is from the Cecily Gilburn of a year ago. She is not in her best now ; it is very pale ; the hands are partially still ; there is no restlessness in her manner, no bright eager look in the blue eyes ; no quick turning of the well-formed head to glance again at the rows of books beside her. Again the examination is over, and the months are passing on. It is the end of February ; next month, and Cecily will know the result of her second trial. <box>317 1156 481 1270</box>
article-paragraph: In a Reuter's telegram of the 21st of October last we read : "A repetition of the Johur ordeal has occurred in a Brahmin village near Neemuch, in Bengal ; the object being to avoid the Tuck Durbar assessment. The two victims calmly ascended the funeral pyre, and bravely met death. The villagers afterwards took their charred heads to Odeypore." The Johur is an awful rite. A whole tribe may become extinct by it, as is seen by several instances recorded in the history of the Rajpoot states. <box>661 230 825 304</box>
story-paragraph: To-morrow is the first day of the University examination, and Cecily Gilburn is a candidate. It is her first year, and now this night, when all her study is over, when her books are put aside for the last time, she feels as though she never can get through the hours before morning. <box>143 898 309 947</box>
